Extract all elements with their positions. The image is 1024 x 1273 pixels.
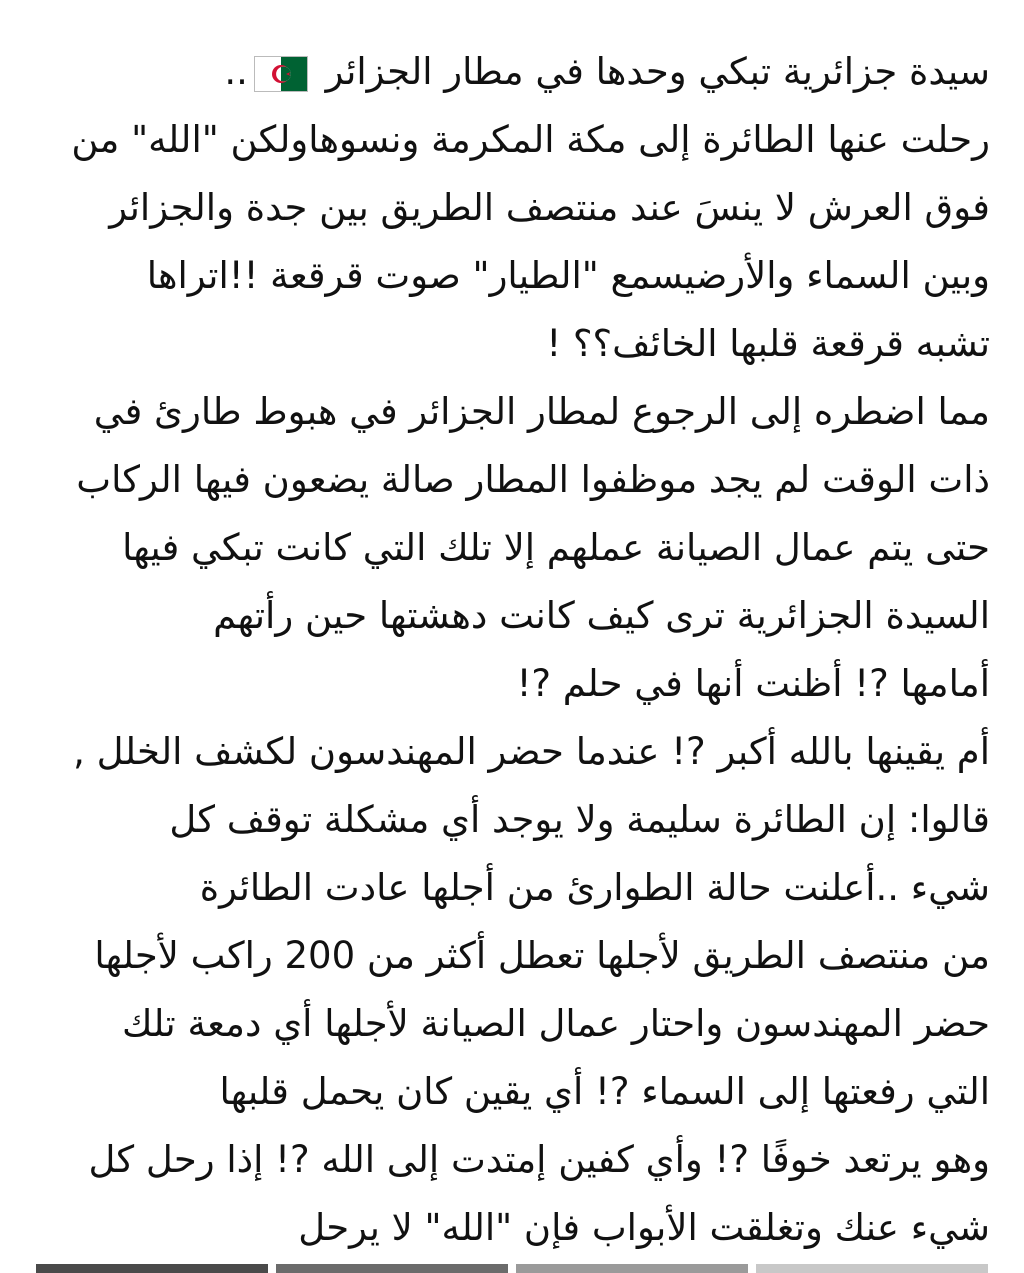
post-line: السيدة الجزائرية ترى كيف كانت دهشتها حين رأتهم	[213, 594, 990, 637]
photo-thumbnail[interactable]	[36, 1264, 268, 1273]
post-line: ذات الوقت لم يجد موظفوا المطار صالة يضعون فيها الركاب	[76, 458, 990, 501]
photo-thumbnail[interactable]	[276, 1264, 508, 1273]
post-line: شيء ..أعلنت حالة الطوارئ من أجلها عادت الطائرة	[199, 866, 990, 909]
post-body	[30, 38, 990, 1262]
post-line: تشبه قرقعة قلبها الخائف؟؟ !	[546, 322, 990, 365]
post-line: أمامها ?! أظنت أنها في حلم ?!	[516, 662, 990, 705]
post-title-line	[30, 38, 990, 106]
algeria-flag-icon	[254, 56, 308, 92]
post-line: مما اضطره إلى الرجوع لمطار الجزائر في هبوط طارئ في	[93, 390, 990, 433]
post-line: التي رفعتها إلى السماء ?! أي يقين كان يحمل قلبها	[219, 1070, 990, 1113]
post-line: حضر المهندسون واحتار عمال الصيانة لأجلها أي دمعة تلك	[121, 1002, 990, 1045]
photo-thumbnail[interactable]	[756, 1264, 988, 1273]
post-line: من منتصف الطريق لأجلها تعطل أكثر من 200 راكب لأجلها	[94, 934, 990, 977]
post-line: أم يقينها بالله أكبر ?! عندما حضر المهندسون لكشف الخلل ,	[73, 730, 990, 773]
attached-photos-strip[interactable]	[36, 1264, 988, 1273]
post-line: وبين السماء والأرضيسمع "الطيار" صوت قرقعة !!اتراها	[146, 254, 990, 297]
post-line: فوق العرش لا ينسَ عند منتصف الطريق بين جدة والجزائر	[109, 186, 990, 229]
post-line: حتى يتم عمال الصيانة عملهم إلا تلك التي كانت تبكي فيها	[122, 526, 990, 569]
post-line: شيء عنك وتغلقت الأبواب فإن "الله" لا يرحل	[298, 1206, 990, 1249]
post-line: قالوا: إن الطائرة سليمة ولا يوجد أي مشكلة توقف كل	[169, 798, 990, 841]
photo-thumbnail[interactable]	[516, 1264, 748, 1273]
post-line: رحلت عنها الطائرة إلى مكة المكرمة ونسوهاولكن "الله" من	[71, 118, 990, 161]
post-title-suffix: ..	[224, 50, 248, 93]
post-title: سيدة جزائرية تبكي وحدها في مطار الجزائر	[325, 50, 990, 93]
post-line: وهو يرتعد خوفًا ?! وأي كفين إمتدت إلى الله ?! إذا رحل كل	[88, 1138, 990, 1181]
